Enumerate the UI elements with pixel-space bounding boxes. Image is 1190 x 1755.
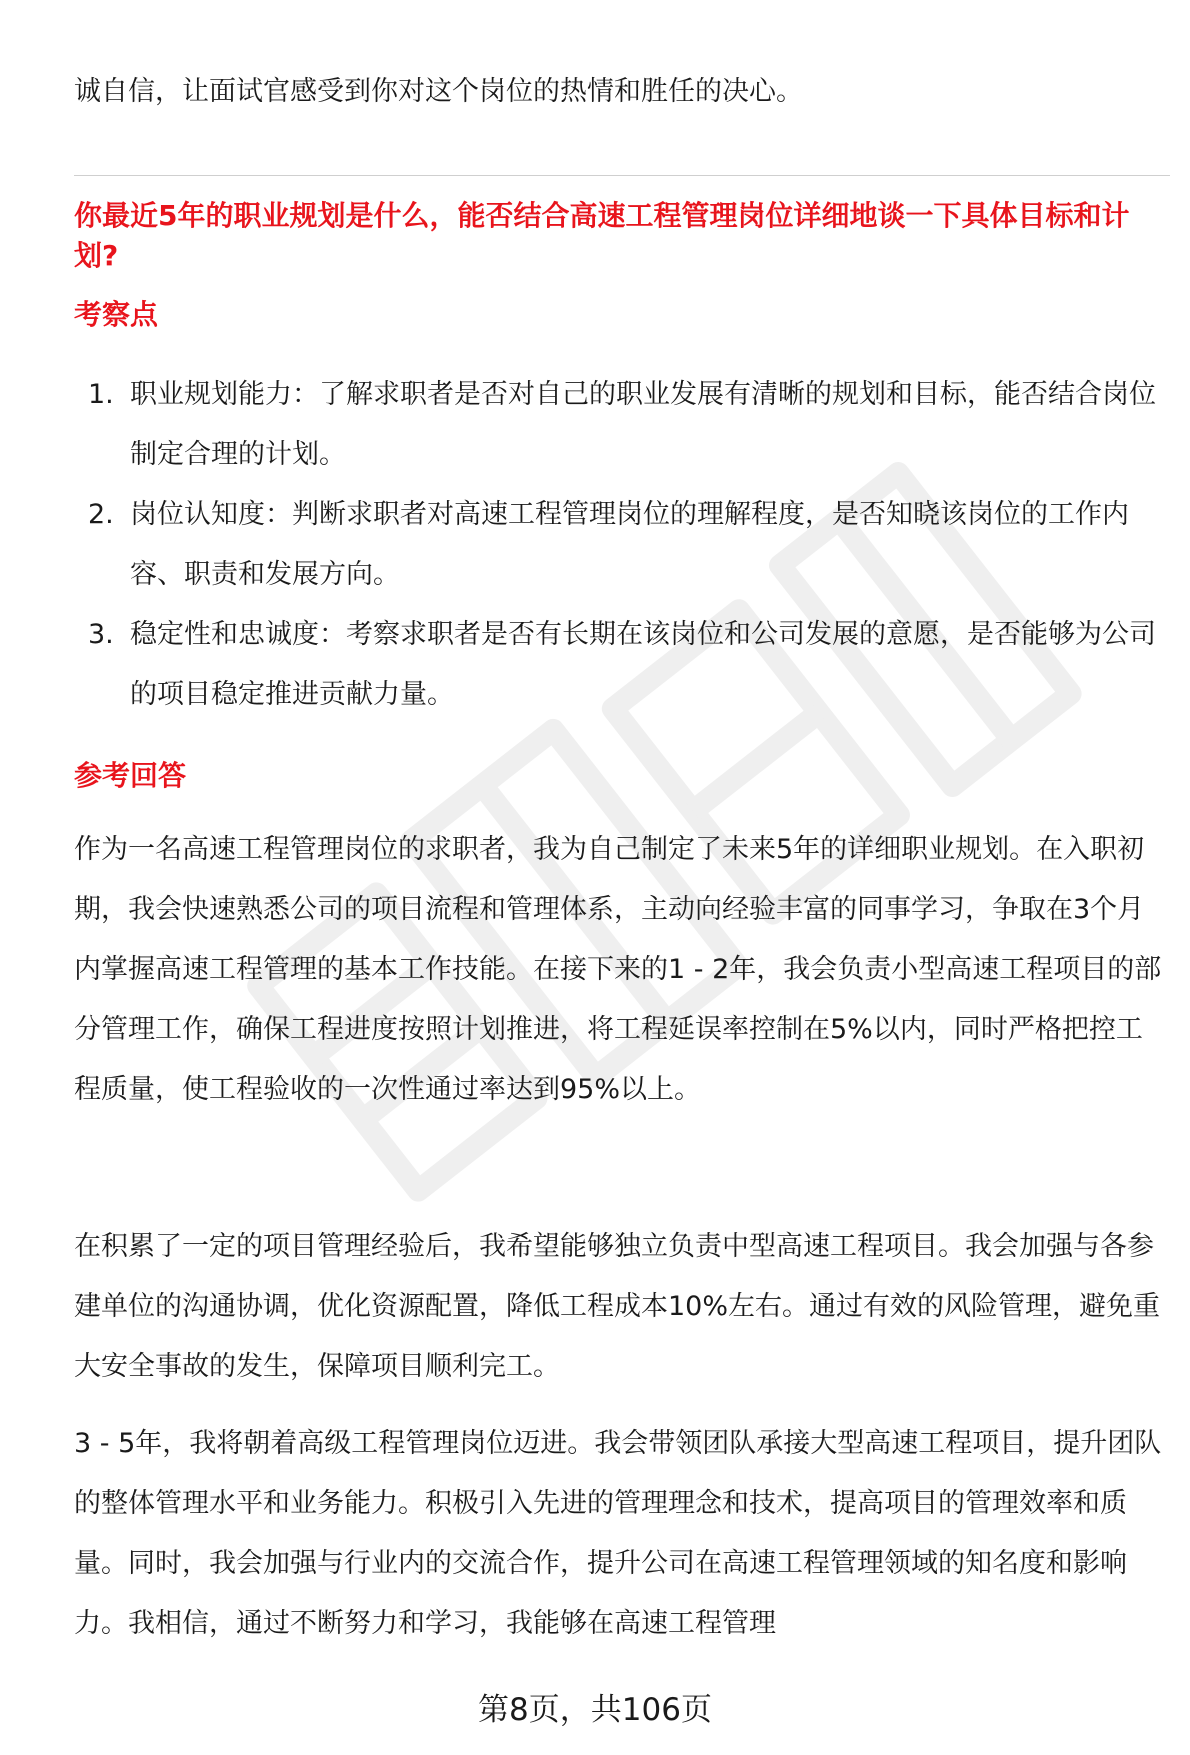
list-item [74,485,1164,605]
points-list [74,365,1164,725]
list-item-text: 稳定性和忠诚度：考察求职者是否有长期在该岗位和公司发展的意愿，是否能够为公司的项目稳定推进贡献力量。 [130,619,1156,710]
list-item-number: 1. [88,379,114,410]
question-heading: 你最近5年的职业规划是什么，能否结合高速工程管理岗位详细地谈一下具体目标和计划? [74,199,1130,272]
list-item-text: 职业规划能力：了解求职者是否对自己的职业发展有清晰的规划和目标，能否结合岗位制定合理的计划。 [130,379,1156,470]
list-item-number: 2. [88,499,114,530]
list-item-text: 岗位认知度：判断求职者对高速工程管理岗位的理解程度，是否知晓该岗位的工作内容、职责和发展方向。 [130,499,1129,590]
intro-tail-text: 诚自信，让面试官感受到你对这个岗位的热情和胜任的决心。 [74,76,803,107]
answer-paragraph: 作为一名高速工程管理岗位的求职者，我为自己制定了未来5年的详细职业规划。在入职初期，我会快速熟悉公司的项目流程和管理体系，主动向经验丰富的同事学习，争取在3个月内掌握高速工程管理的基本工作技能。在接下来的1 - 2年，我会负责小型高速工程项目的部分管理工作，确保工程进度按照计划推进，将工程延误率控制在5%以内，同时严格把控工程质量，使工程验收的一次性通过率达到95%以上。 [74,834,1162,1105]
list-item [74,365,1164,485]
section-divider [74,175,1170,176]
answer-paragraph: 3 - 5年，我将朝着高级工程管理岗位迈进。我会带领团队承接大型高速工程项目，提升团队的整体管理水平和业务能力。积极引入先进的管理理念和技术，提高项目的管理效率和质量。同时，我会加强与行业内的交流合作，提升公司在高速工程管理领域的知名度和影响力。我相信，通过不断努力和学习，我能够在高速工程管理 [74,1428,1162,1639]
page-number-footer: 第8页，共106页 [478,1692,712,1728]
points-heading: 考察点 [74,298,159,331]
answer-paragraph: 在积累了一定的项目管理经验后，我希望能够独立负责中型高速工程项目。我会加强与各参建单位的沟通协调，优化资源配置，降低工程成本10%左右。通过有效的风险管理，避免重大安全事故的发生，保障项目顺利完工。 [74,1231,1161,1382]
answer-heading: 参考回答 [74,759,187,792]
list-item [74,605,1164,725]
list-item-number: 3. [88,619,114,650]
